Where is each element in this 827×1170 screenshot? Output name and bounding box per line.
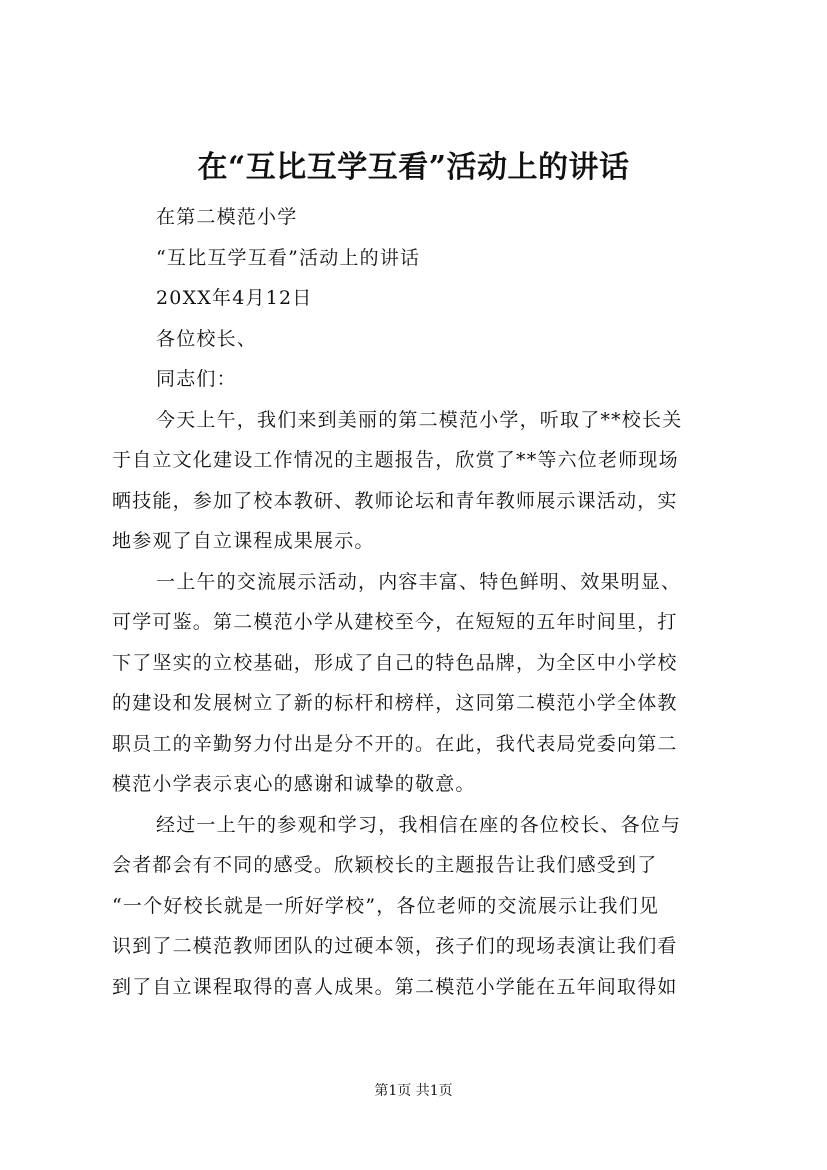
body-line: 识到了二模范教师团队的过硬本领，孩子们的现场表演让我们看 <box>112 935 678 957</box>
body-line: “互比互学互看”活动上的讲话 <box>156 246 421 269</box>
body-line: 晒技能，参加了校本教研、教师论坛和青年教师展示课活动，实 <box>112 489 678 512</box>
body-line: 模范小学表示衷心的感谢和诚挚的敬意。 <box>112 773 476 795</box>
document-body <box>112 197 740 1007</box>
page-number-footer: 第1页 共1页 <box>374 1083 453 1099</box>
body-line: 的建设和发展树立了新的标杆和榜样，这同第二模范小学全体教 <box>112 692 678 714</box>
body-line: 会者都会有不同的感受。欣颖校长的主题报告让我们感受到了 <box>112 854 658 876</box>
body-line: 下了坚实的立校基础，形成了自己的特色品牌，为全区中小学校 <box>112 651 678 674</box>
body-line: “一个好校长就是一所好学校”，各位老师的交流展示让我们见 <box>112 894 660 917</box>
salutation-line: 各位校长、 <box>156 327 258 350</box>
body-line: 于自立文化建设工作情况的主题报告，欣赏了**等六位老师现场 <box>112 449 679 471</box>
body-line: 经过一上午的参观和学习，我相信在座的各位校长、各位与 <box>156 813 682 836</box>
body-line: 地参观了自立课程成果展示。 <box>112 530 375 552</box>
document-title: 在“互比互学互看”活动上的讲话 <box>197 150 630 185</box>
body-line: 在第二模范小学 <box>156 206 298 228</box>
body-line: 到了自立课程取得的喜人成果。第二模范小学能在五年间取得如 <box>112 975 678 998</box>
body-line: 今天上午，我们来到美丽的第二模范小学，听取了**校长关 <box>156 408 683 431</box>
body-line: 一上午的交流展示活动，内容丰富、特色鲜明、效果明显、 <box>156 570 682 593</box>
body-line: 可学可鉴。第二模范小学从建校至今，在短短的五年时间里，打 <box>112 611 678 633</box>
body-line: 职员工的辛勤努力付出是分不开的。在此，我代表局党委向第二 <box>112 732 678 755</box>
salutation-line: 同志们： <box>156 368 237 390</box>
date-line: 20XX年4月12日 <box>156 287 313 309</box>
